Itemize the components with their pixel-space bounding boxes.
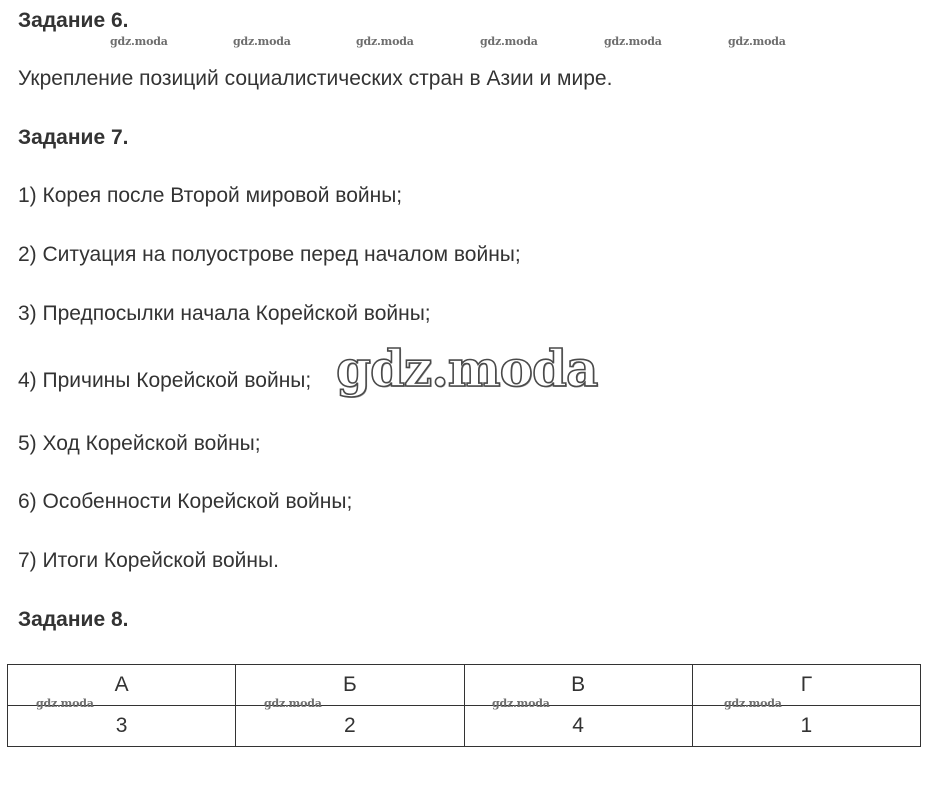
watermark-small: gdz.moda [356,35,414,48]
task-7-title: Задание 7. [18,126,129,149]
task-8-title: Задание 8. [18,608,129,631]
watermark-small: gdz.moda [233,35,291,48]
table-row [8,706,921,747]
task-7-item: 2) Ситуация на полуострове перед началом войны; [18,243,521,266]
watermark-small: gdz.moda [604,35,662,48]
watermark-small: gdz.moda [110,35,168,48]
task-6-text: Укрепление позиций социалистических стран в Азии и мире. [18,67,613,90]
watermark-small: gdz.moda [492,697,550,710]
task-7-item: 6) Особенности Корейской войны; [18,490,353,513]
table-cell: 1 [692,706,920,747]
table-header-cell: А [8,665,236,706]
watermark-small: gdz.moda [264,697,322,710]
table-cell: 4 [464,706,692,747]
table-cell: 3 [8,706,236,747]
table-header-row [8,665,921,706]
answer-table [7,664,921,747]
task-7-item: 1) Корея после Второй мировой войны; [18,184,403,207]
task-7-item: 7) Итоги Корейской войны. [18,549,279,572]
table-header-cell: Г [692,665,920,706]
watermark-small: gdz.moda [480,35,538,48]
task-7-item: 5) Ход Корейской войны; [18,432,261,455]
table-header-cell: Б [236,665,464,706]
task-7-item: 3) Предпосылки начала Корейской войны; [18,302,431,325]
watermark-small: gdz.moda [728,35,786,48]
watermark-small: gdz.moda [36,697,94,710]
task-7-item: 4) Причины Корейской войны; [18,369,312,392]
table-header-cell: В [464,665,692,706]
watermark-small: gdz.moda [724,697,782,710]
table-cell: 2 [236,706,464,747]
task-6-title: Задание 6. [18,9,129,32]
watermark-large: gdz.moda [336,339,598,398]
